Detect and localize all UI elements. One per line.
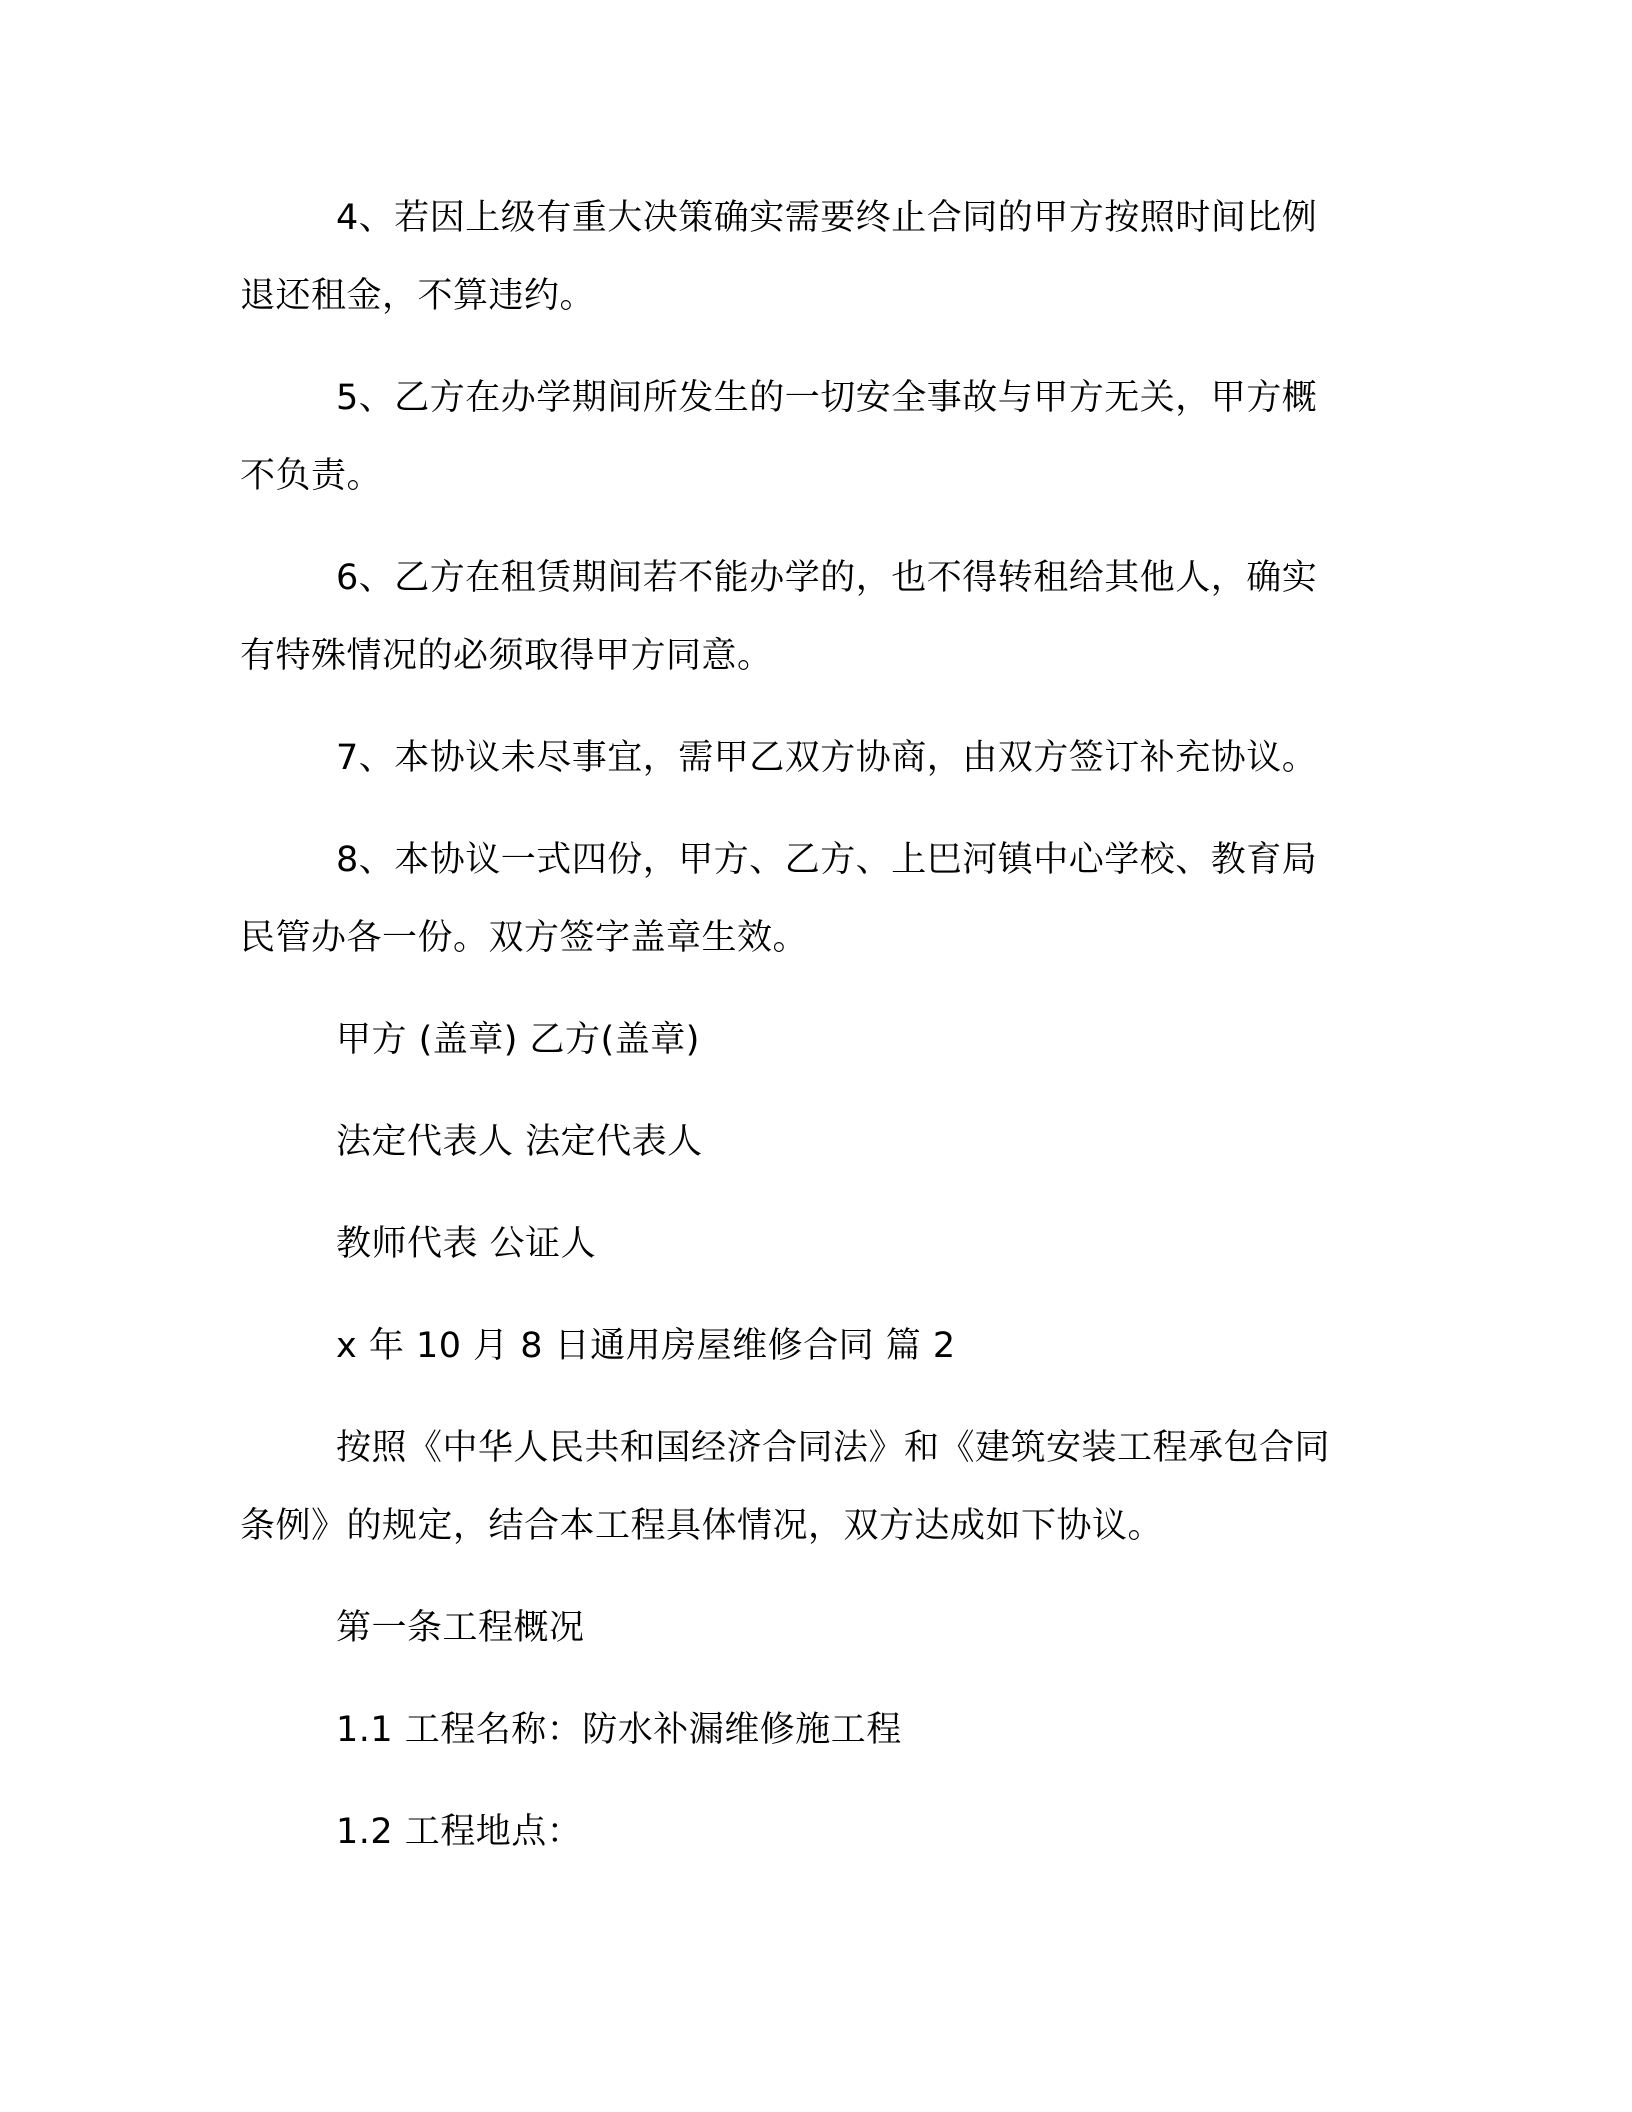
clause-4-line-1: 4、若因上级有重大决策确实需要终止合同的甲方按照时间比例 bbox=[336, 198, 1318, 238]
clause-7: 7、本协议未尽事宜，需甲乙双方协商，由双方签订补充协议。 bbox=[336, 738, 1318, 778]
article-1-heading: 第一条工程概况 bbox=[336, 1608, 585, 1648]
project-name: 1.1 工程名称：防水补漏维修施工程 bbox=[336, 1710, 902, 1750]
signature-witnesses: 教师代表 公证人 bbox=[336, 1224, 597, 1264]
project-location: 1.2 工程地点： bbox=[336, 1812, 583, 1852]
clause-5-line-1: 5、乙方在办学期间所发生的一切安全事故与甲方无关，甲方概 bbox=[336, 378, 1318, 418]
signature-legal-reps: 法定代表人 法定代表人 bbox=[336, 1122, 703, 1162]
clause-8-line-2: 民管办各一份。双方签字盖章生效。 bbox=[240, 918, 809, 958]
clause-6-line-2: 有特殊情况的必须取得甲方同意。 bbox=[240, 636, 773, 676]
intro-line-1: 按照《中华人民共和国经济合同法》和《建筑安装工程承包合同 bbox=[336, 1428, 1331, 1468]
clause-8-line-1: 8、本协议一式四份，甲方、乙方、上巴河镇中心学校、教育局 bbox=[336, 840, 1318, 880]
clause-4-line-2: 退还租金，不算违约。 bbox=[240, 276, 596, 316]
intro-line-2: 条例》的规定，结合本工程具体情况，双方达成如下协议。 bbox=[240, 1506, 1164, 1546]
clause-6-line-1: 6、乙方在租赁期间若不能办学的，也不得转租给其他人，确实 bbox=[336, 558, 1318, 598]
section-heading: x 年 10 月 8 日通用房屋维修合同 篇 2 bbox=[336, 1326, 956, 1366]
clause-5-line-2: 不负责。 bbox=[240, 456, 383, 496]
signature-parties: 甲方 (盖章) 乙方(盖章) bbox=[336, 1020, 700, 1060]
